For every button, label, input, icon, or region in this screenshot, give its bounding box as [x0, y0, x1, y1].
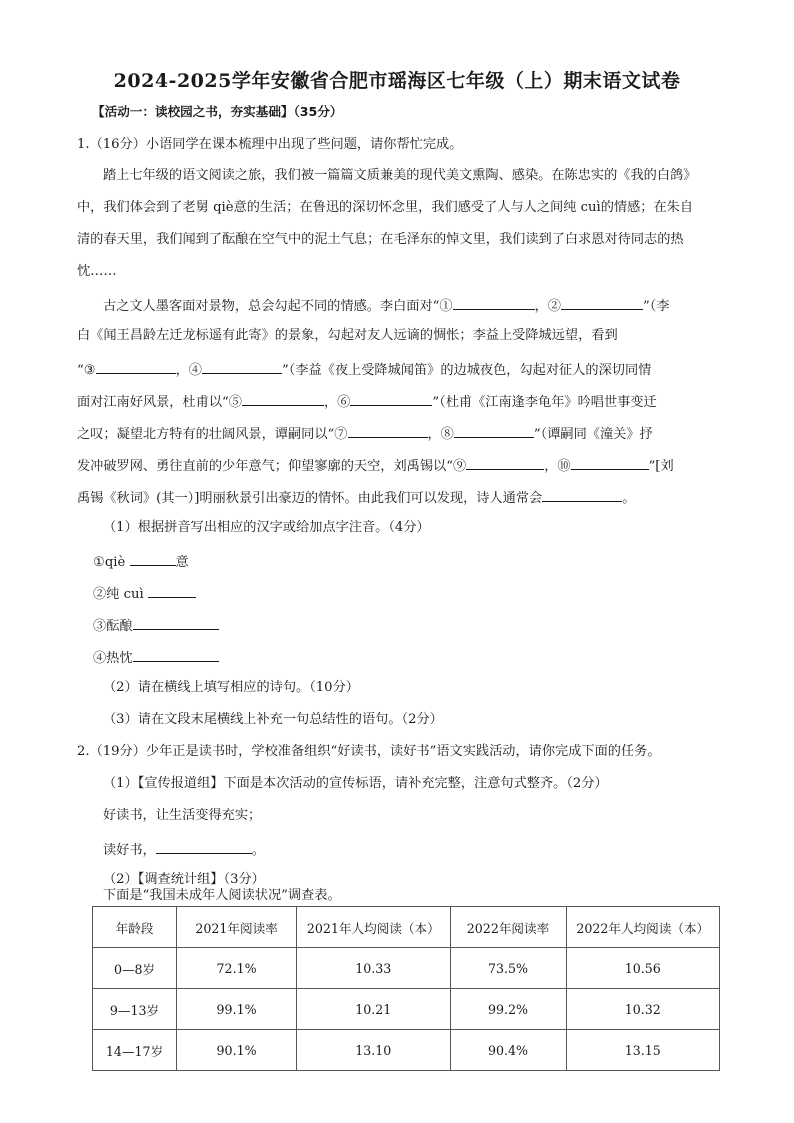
q1-stem: 1.（16分）小语同学在课本梳理中出现了些问题，请你帮忙完成。 — [77, 137, 463, 152]
table-cell: 0—8岁 — [93, 948, 177, 989]
q1-p2-line: 面对江南好风景，杜甫以“⑤ ，⑥ ”（杜甫《江南逢李龟年》吟唱世事变迁 — [77, 391, 657, 412]
answer-blank-6[interactable] — [350, 391, 432, 406]
q1-p1-line: 忱…… — [77, 264, 117, 279]
table-cell: 9—13岁 — [93, 989, 177, 1030]
table-cell: 10.32 — [566, 989, 720, 1030]
table-header: 年龄段 — [93, 907, 177, 948]
slogan-line: 读好书， 。 — [103, 839, 265, 860]
answer-blank-8[interactable] — [454, 423, 534, 438]
q1-sub3: （3）请在文段末尾横线上补充一句总结性的语句。（2分） — [103, 712, 443, 727]
q2-task2: （2）【调查统计组】（3分） — [103, 872, 265, 887]
answer-blank-7[interactable] — [348, 423, 428, 438]
table-cell: 10.33 — [297, 948, 450, 989]
q2-stem: 2.（19分）少年正是读书时，学校准备组织“好读书，读好书”语文实践活动，请你完成下面的任务。 — [77, 744, 661, 759]
table-header: 2022年人均阅读（本） — [566, 907, 720, 948]
table-row — [93, 1030, 720, 1071]
answer-blank-9[interactable] — [466, 455, 544, 470]
q1-p2-line: 发冲破罗网、勇往直前的少年意气；仰望寥廓的天空，刘禹锡以“⑨ ，⑩ ”[刘 — [77, 455, 674, 476]
answer-blank-5[interactable] — [242, 391, 324, 406]
q1-p1-line: 踏上七年级的语文阅读之旅，我们被一篇篇文质兼美的现代美文熏陶、感染。在陈忠实的《我的白鸽》 — [103, 168, 697, 183]
table-cell: 99.1% — [177, 989, 297, 1030]
page-title: 2024-2025学年安徽省合肥市瑶海区七年级（上）期末语文试卷 — [113, 70, 681, 92]
pinyin-blank-3[interactable] — [133, 615, 219, 630]
q1-p1-line: 中，我们体会到了老舅 qiè意的生活；在鲁迅的深切怀念里，我们感受了人与人之间纯 cuì的情感；在朱自 — [77, 200, 694, 215]
pinyin-item: ②纯 cuì — [93, 583, 196, 604]
pinyin-item: ④热忱 — [93, 647, 219, 668]
slogan-blank[interactable] — [156, 839, 252, 854]
table-row — [93, 989, 720, 1030]
table-row — [93, 948, 720, 989]
answer-blank-4[interactable] — [202, 359, 282, 374]
q1-sub1: （1）根据拼音写出相应的汉字或给加点字注音。（4分） — [103, 520, 430, 535]
table-cell: 10.21 — [297, 989, 450, 1030]
pinyin-blank-4[interactable] — [133, 647, 219, 662]
table-cell: 99.2% — [450, 989, 566, 1030]
table-cell: 13.10 — [297, 1030, 450, 1071]
pinyin-item: ③酝酿 — [93, 615, 219, 636]
table-header: 2022年阅读率 — [450, 907, 566, 948]
table-cell: 90.4% — [450, 1030, 566, 1071]
pinyin-item: ①qiè 意 — [93, 551, 189, 572]
table-cell: 90.1% — [177, 1030, 297, 1071]
answer-blank-3[interactable] — [96, 359, 176, 374]
table-header-row — [93, 907, 720, 948]
pinyin-blank-1[interactable] — [130, 551, 176, 566]
table-intro: 下面是“我国未成年人阅读状况”调查表。 — [103, 888, 341, 903]
table-cell: 14—17岁 — [93, 1030, 177, 1071]
table-cell: 73.5% — [450, 948, 566, 989]
q1-p2-line: 禹锡《秋词》(其一）]明丽秋景引出豪迈的情怀。由此我们可以发现，诗人通常会 。 — [77, 487, 635, 508]
answer-blank-10[interactable] — [571, 455, 649, 470]
q1-p2-line: “③ ，④ ”（李益《夜上受降城闻笛》的边城夜色，勾起对征人的深切同情 — [77, 359, 651, 380]
reading-survey-table — [92, 906, 720, 1071]
summary-blank[interactable] — [542, 487, 622, 502]
table-cell: 13.15 — [566, 1030, 720, 1071]
q1-p2-line: 之叹；凝望北方特有的壮阔风景，谭嗣同以“⑦ ，⑧ ”（谭嗣同《潼关》抒 — [77, 423, 653, 444]
table-cell: 72.1% — [177, 948, 297, 989]
pinyin-blank-2[interactable] — [148, 583, 196, 598]
table-cell: 10.56 — [566, 948, 720, 989]
q1-p2-line: 古之文人墨客面对景物，总会勾起不同的情感。李白面对“① ，② ”（李 — [103, 295, 670, 316]
q2-task1: （1）【宣传报道组】下面是本次活动的宣传标语，请补充完整，注意句式整齐。（2分） — [103, 776, 608, 791]
q1-p2-line: 白《闻王昌龄左迁龙标遥有此寄》的景象，勾起对友人远谪的惆怅；李益上受降城远望，看到 — [77, 328, 618, 343]
q1-p1-line: 清的春天里，我们闻到了酝酿在空气中的泥土气息；在毛泽东的悼文里，我们读到了白求恩对待同志的热 — [77, 232, 684, 247]
q1-sub2: （2）请在横线上填写相应的诗句。（10分） — [103, 680, 359, 695]
table-header: 2021年阅读率 — [177, 907, 297, 948]
table-header: 2021年人均阅读（本） — [297, 907, 450, 948]
activity-heading: 【活动一：读校园之书，夯实基础】（35分） — [92, 104, 343, 119]
answer-blank-2[interactable] — [561, 295, 643, 310]
slogan-line: 好读书，让生活变得充实； — [103, 808, 262, 823]
answer-blank-1[interactable] — [453, 295, 535, 310]
